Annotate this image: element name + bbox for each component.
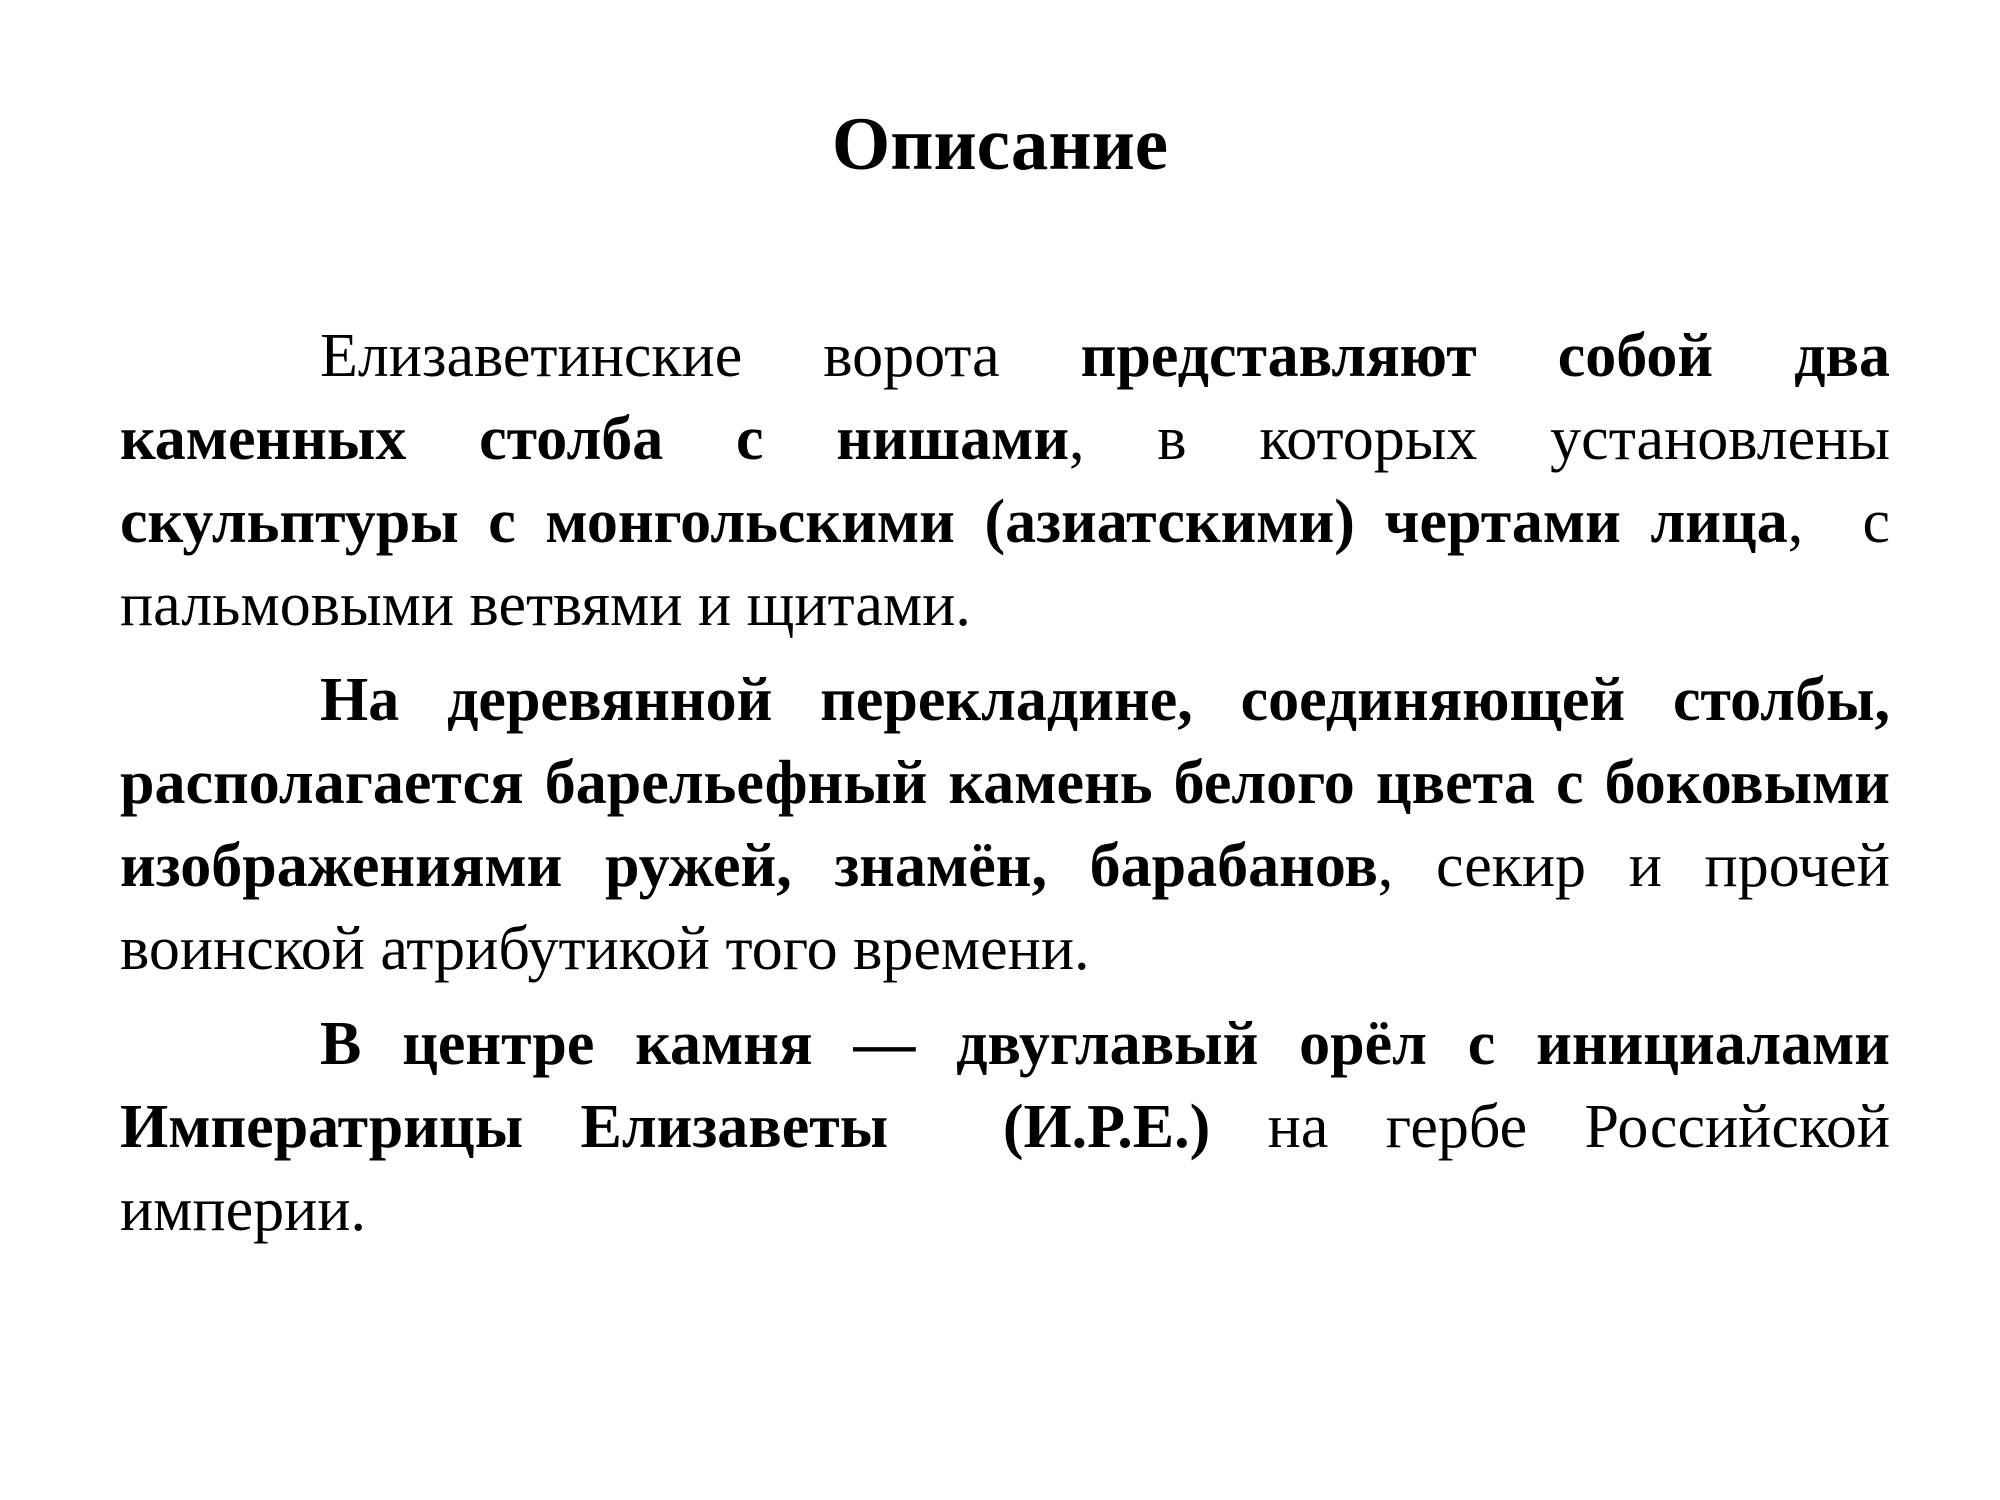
- text-run: на гербе Российской империи.: [120, 1093, 1890, 1244]
- text-run: , секир и прочей воинской атрибутикой того времени.: [120, 832, 1890, 983]
- text-run-bold: скульптуры с монгольскими (азиатскими) чертами лица: [120, 488, 1788, 556]
- slide-title: Описание: [831, 103, 1169, 186]
- slide-body: [120, 315, 1921, 1264]
- paragraph-2: [120, 659, 1890, 991]
- paragraph-1: [120, 315, 1906, 647]
- text-run: , с пальмовыми ветвями и щитами.: [120, 488, 1906, 639]
- text-run: Елизаветинские ворота: [320, 322, 1081, 390]
- text-run: , в которых установлены: [1069, 405, 1890, 473]
- text-run-bold: В центре камня — двуглавый орёл с инициалами Императрицы Елизаветы (И.Р.Е.): [120, 1010, 1921, 1161]
- paragraph-3: [120, 1003, 1921, 1252]
- text-run-bold: На деревянной перекладине, соединяющей столбы, располагается барельефный камень белого цвета с боковыми изображениями ружей, знамён, барабанов: [120, 666, 1890, 900]
- text-run-bold: представляют собой два каменных столба с нишами: [120, 322, 1890, 473]
